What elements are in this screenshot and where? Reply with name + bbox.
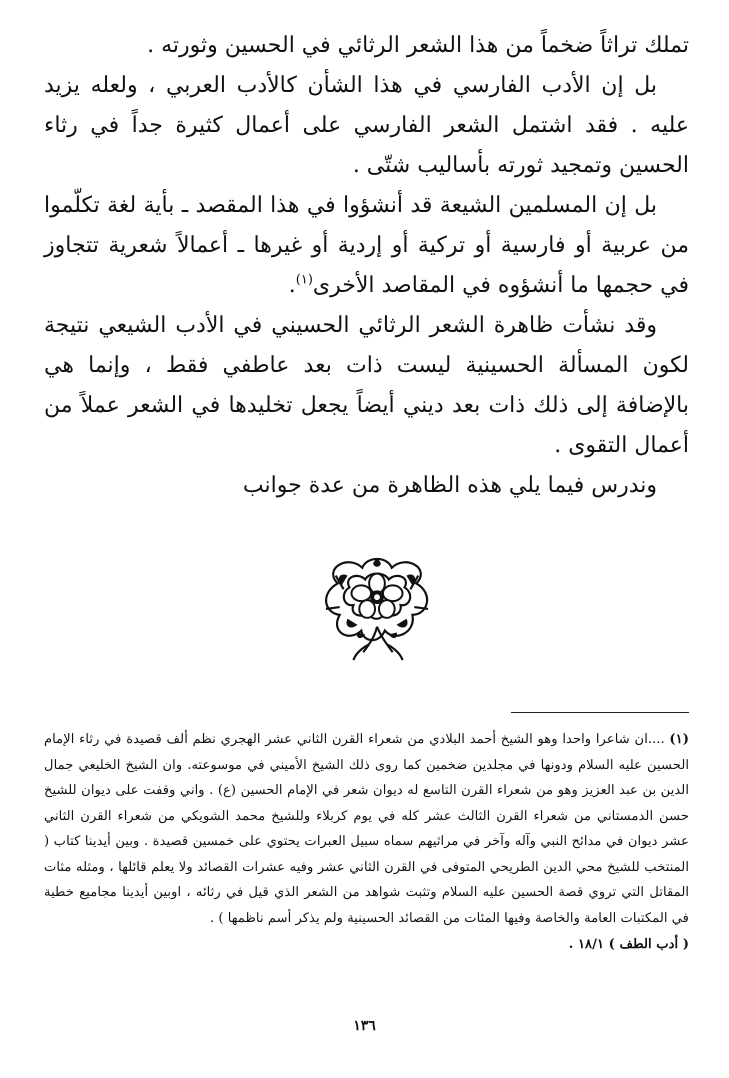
paragraph-4: وقد نشأت ظاهرة الشعر الرثائي الحسيني في الأدب الشيعي نتيجة لكون المسألة الحسينية ليست ذات بعد عاطفي فقط ، وإنما هي بالإضافة إلى ذلك ذات بعد ديني أيضاً يجعل تخليدها في الشعر عملاً من أعمال التقوى . [44, 313, 689, 458]
footnote-source: ( أدب الطف ) ١٨/١ . [568, 937, 689, 952]
paragraph-3-text: بل إن المسلمين الشيعة قد أنشؤوا في هذا المقصد ـ بأية لغة تكلّموا من عربية أو فارسية أو تركية أو إردية أو غيرها ـ أعمالاً شعرية تتجاوز في حجمها ما أنشؤوه في المقاصد الأخرى [44, 193, 689, 298]
paragraph-5: وندرس فيما يلي هذه الظاهرة من عدة جوانب [242, 473, 657, 498]
paragraph-1: تملك تراثاً ضخماً من هذا الشعر الرثائي في الحسين وثورته . [147, 33, 689, 58]
paragraph-3-end: . [288, 273, 296, 298]
footnote-number: (١) [669, 732, 689, 747]
footnotes [44, 727, 689, 958]
paragraph-3 [44, 186, 689, 306]
footnote-divider [511, 712, 689, 713]
footnote-text: ....ان شاعرا واحدا وهو الشيخ أحمد البلادي من شعراء القرن الثاني عشر الهجري نظم ألف قصيدة في رثاء الإمام الحسين عليه السلام ودونها في مجلدين ضخمين كما روى ذلك الشيخ الأميني في موسوعته. وان الشيخ الخليعي جمال الدين بن عبد العزيز وهو من شعراء القرن التاسع له ديوان شعر في الإمام الحسين (ع) . واني وقفت على ديوان للشيخ حسن الدمستاني من شعراء القرن الثالث عشر كله في يوم كربلاء وللشيخ محمد الشويكي من شعراء القرن الثاني عشر ديوان في مدائح النبي وآله وآخر في مراثيهم سماه سبيل العبرات يحتوي على خمسين قصيدة . وبين أيدينا كتاب ( المنتخب للشيخ محي الدين الطريحي المتوفى في القرن الثاني عشر وفيه عشرات القصائد ولا يعلم قائلها ، ومثله مثات المقاتل التي تروي قصة الحسين عليه السلام وتثبت شواهد من الشعر الذي قيل في رثائه ، اوبين أيدينا مجاميع خطية في المكتبات العامة والخاصة وفيها المئات من القصائد الحسينية ولم يذكر أسم ناظمها ) . [44, 732, 689, 926]
main-text [44, 26, 689, 506]
page-number: ١٣٦ [353, 1018, 376, 1034]
footnote-1 [44, 727, 689, 931]
footnote-reference[interactable]: (١) [295, 272, 313, 288]
paragraph-2: بل إن الأدب الفارسي في هذا الشأن كالأدب العربي ، ولعله يزيد عليه . فقد اشتمل الشعر الفارسي على أعمال كثيرة جداً في رثاء الحسين وتمجيد ثورته بأساليب شتّى . [44, 73, 689, 178]
floral-ornament-icon [318, 554, 436, 662]
